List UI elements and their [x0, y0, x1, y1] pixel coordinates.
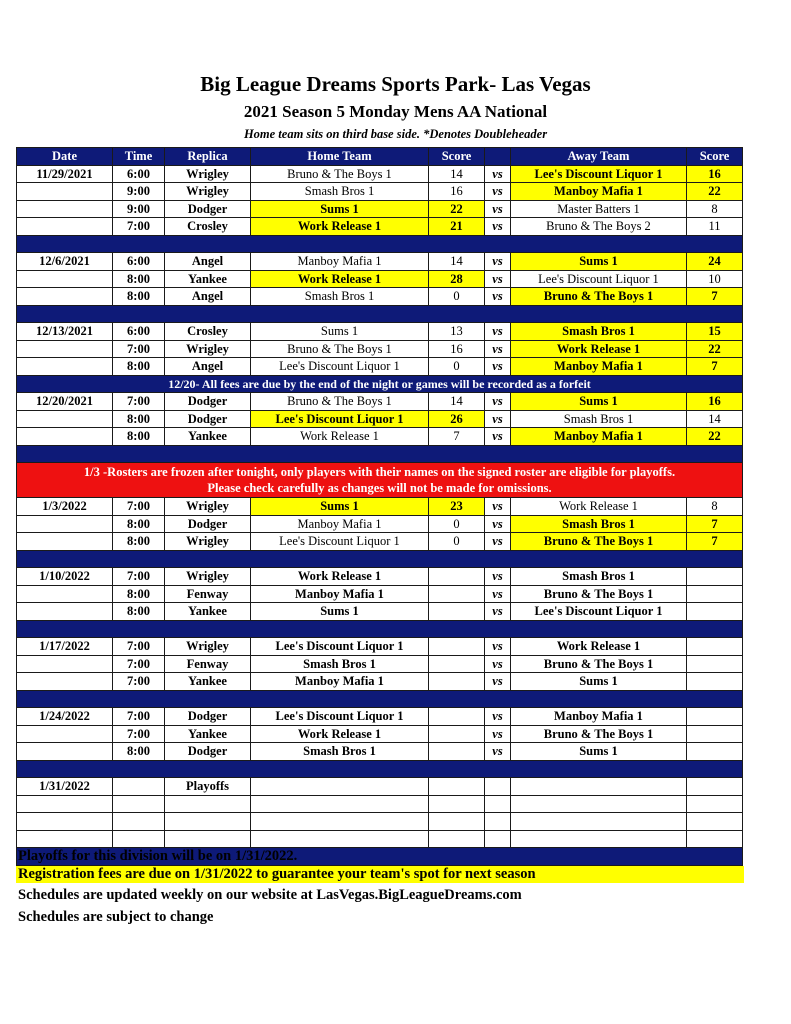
home-team-cell: Bruno & The Boys 1 [251, 340, 429, 358]
away-team-cell: Lee's Discount Liquor 1 [511, 603, 687, 621]
empty-cell [511, 813, 687, 831]
home-team-cell: Smash Bros 1 [251, 183, 429, 201]
away-score-cell: 10 [687, 270, 743, 288]
table-header-row [17, 148, 743, 166]
away-team-cell: Bruno & The Boys 1 [511, 655, 687, 673]
replica-cell: Yankee [165, 603, 251, 621]
empty-cell [687, 813, 743, 831]
week-separator-row [17, 550, 743, 568]
replica-cell: Fenway [165, 585, 251, 603]
away-score-cell: 7 [687, 358, 743, 376]
vs-cell: vs [485, 410, 511, 428]
empty-cell [429, 813, 485, 831]
season-subtitle: 2021 Season 5 Monday Mens AA National [243, 102, 548, 121]
home-team-cell: Sums 1 [251, 498, 429, 516]
week-separator-row [17, 620, 743, 638]
time-cell: 6:00 [113, 165, 165, 183]
col-header-date: Date [17, 148, 113, 166]
replica-cell: Crosley [165, 218, 251, 236]
away-score-cell [687, 725, 743, 743]
empty-cell [429, 830, 485, 848]
home-score-cell: 23 [429, 498, 485, 516]
away-team-cell: Manboy Mafia 1 [511, 358, 687, 376]
date-cell [17, 743, 113, 761]
playoff-row [17, 778, 743, 796]
week-separator-row [17, 445, 743, 463]
home-team-cell: Sums 1 [251, 323, 429, 341]
replica-cell: Wrigley [165, 568, 251, 586]
time-cell: 9:00 [113, 200, 165, 218]
home-team-cell: Smash Bros 1 [251, 655, 429, 673]
away-score-cell: 22 [687, 340, 743, 358]
away-team-cell: Smash Bros 1 [511, 410, 687, 428]
away-score-cell: 14 [687, 410, 743, 428]
playoff-row [17, 830, 743, 848]
date-cell: 1/31/2022 [17, 778, 113, 796]
away-score-cell: 7 [687, 533, 743, 551]
game-row [17, 708, 743, 726]
game-row [17, 743, 743, 761]
date-cell [17, 655, 113, 673]
home-score-cell [429, 743, 485, 761]
time-cell [113, 830, 165, 848]
time-cell: 7:00 [113, 568, 165, 586]
time-cell: 7:00 [113, 498, 165, 516]
fee-notice-text: 12/20- All fees are due by the end of the night or games will be recorded as a forfeit [17, 375, 743, 393]
empty-cell [687, 830, 743, 848]
game-row [17, 200, 743, 218]
game-row [17, 183, 743, 201]
time-cell: 8:00 [113, 358, 165, 376]
game-row [17, 270, 743, 288]
replica-cell: Playoffs [165, 778, 251, 796]
empty-cell [251, 813, 429, 831]
away-score-cell: 16 [687, 393, 743, 411]
away-team-cell: Bruno & The Boys 2 [511, 218, 687, 236]
separator-cell [17, 305, 743, 323]
empty-cell [485, 778, 511, 796]
separator-cell [17, 760, 743, 778]
away-score-cell: 22 [687, 428, 743, 446]
away-score-cell [687, 638, 743, 656]
date-cell: 11/29/2021 [17, 165, 113, 183]
col-header-away-score: Score [687, 148, 743, 166]
replica-cell: Crosley [165, 323, 251, 341]
date-cell [17, 340, 113, 358]
home-team-cell: Work Release 1 [251, 428, 429, 446]
replica-cell: Wrigley [165, 638, 251, 656]
week-separator-row [17, 305, 743, 323]
away-team-cell: Work Release 1 [511, 638, 687, 656]
replica-cell: Dodger [165, 410, 251, 428]
playoffs-note: Playoffs for this division will be on 1/31/2022. [18, 848, 298, 864]
home-score-cell: 26 [429, 410, 485, 428]
away-score-cell [687, 655, 743, 673]
website-note: Schedules are updated weekly on our website at LasVegas.BigLeagueDreams.com [18, 887, 522, 903]
empty-cell [429, 778, 485, 796]
replica-cell: Dodger [165, 743, 251, 761]
home-team-cell: Bruno & The Boys 1 [251, 165, 429, 183]
home-team-cell: Lee's Discount Liquor 1 [251, 358, 429, 376]
home-score-cell: 14 [429, 165, 485, 183]
vs-cell: vs [485, 655, 511, 673]
home-team-cell: Work Release 1 [251, 270, 429, 288]
away-score-cell: 24 [687, 253, 743, 271]
away-team-cell: Sums 1 [511, 253, 687, 271]
away-team-cell: Sums 1 [511, 673, 687, 691]
vs-cell: vs [485, 603, 511, 621]
col-header-time: Time [113, 148, 165, 166]
home-score-cell [429, 638, 485, 656]
away-team-cell: Sums 1 [511, 393, 687, 411]
game-row [17, 358, 743, 376]
home-team-cell: Lee's Discount Liquor 1 [251, 638, 429, 656]
time-cell: 8:00 [113, 288, 165, 306]
away-team-cell: Smash Bros 1 [511, 515, 687, 533]
away-team-cell: Lee's Discount Liquor 1 [511, 270, 687, 288]
time-cell: 8:00 [113, 515, 165, 533]
date-cell [17, 673, 113, 691]
subject-to-change-note: Schedules are subject to change [18, 909, 214, 925]
away-score-cell: 11 [687, 218, 743, 236]
date-cell [17, 410, 113, 428]
vs-cell: vs [485, 165, 511, 183]
fee-notice-row [17, 375, 743, 393]
home-score-cell [429, 603, 485, 621]
home-score-cell [429, 708, 485, 726]
empty-cell [687, 778, 743, 796]
date-cell: 1/10/2022 [17, 568, 113, 586]
date-cell [17, 603, 113, 621]
replica-cell: Yankee [165, 725, 251, 743]
replica-cell: Yankee [165, 428, 251, 446]
date-cell: 12/13/2021 [17, 323, 113, 341]
empty-cell [511, 830, 687, 848]
vs-cell: vs [485, 673, 511, 691]
replica-cell: Wrigley [165, 340, 251, 358]
col-header-home-score: Score [429, 148, 485, 166]
replica-cell: Dodger [165, 200, 251, 218]
empty-cell [511, 795, 687, 813]
time-cell [113, 813, 165, 831]
home-team-cell: Smash Bros 1 [251, 743, 429, 761]
game-row [17, 515, 743, 533]
vs-cell: vs [485, 708, 511, 726]
away-score-cell: 7 [687, 288, 743, 306]
vs-cell: vs [485, 323, 511, 341]
home-team-cell: Manboy Mafia 1 [251, 515, 429, 533]
replica-cell: Yankee [165, 673, 251, 691]
time-cell [113, 778, 165, 796]
away-team-cell: Bruno & The Boys 1 [511, 725, 687, 743]
replica-cell: Dodger [165, 393, 251, 411]
home-team-cell: Smash Bros 1 [251, 288, 429, 306]
replica-cell: Angel [165, 358, 251, 376]
replica-cell: Yankee [165, 270, 251, 288]
game-row [17, 410, 743, 428]
away-score-cell: 8 [687, 200, 743, 218]
vs-cell: vs [485, 743, 511, 761]
game-row [17, 638, 743, 656]
home-team-cell: Manboy Mafia 1 [251, 253, 429, 271]
away-score-cell [687, 743, 743, 761]
away-team-cell: Smash Bros 1 [511, 568, 687, 586]
date-cell [17, 183, 113, 201]
empty-cell [687, 795, 743, 813]
empty-cell [251, 778, 429, 796]
col-header-vs [485, 148, 511, 166]
date-cell [17, 830, 113, 848]
time-cell: 8:00 [113, 270, 165, 288]
away-team-cell: Bruno & The Boys 1 [511, 533, 687, 551]
empty-cell [485, 795, 511, 813]
time-cell: 7:00 [113, 708, 165, 726]
time-cell: 8:00 [113, 585, 165, 603]
away-team-cell: Master Batters 1 [511, 200, 687, 218]
date-cell [17, 270, 113, 288]
vs-cell: vs [485, 393, 511, 411]
vs-cell: vs [485, 270, 511, 288]
time-cell: 7:00 [113, 725, 165, 743]
date-cell [17, 200, 113, 218]
date-cell [17, 795, 113, 813]
home-team-cell: Manboy Mafia 1 [251, 673, 429, 691]
vs-cell: vs [485, 200, 511, 218]
registration-note: Registration fees are due on 1/31/2022 to guarantee your team's spot for next season [16, 866, 744, 883]
away-score-cell [687, 603, 743, 621]
game-row [17, 253, 743, 271]
week-separator-row [17, 235, 743, 253]
game-row [17, 428, 743, 446]
roster-alert-cell [17, 463, 743, 498]
vs-cell: vs [485, 638, 511, 656]
away-score-cell [687, 568, 743, 586]
col-header-home-team: Home Team [251, 148, 429, 166]
date-cell: 1/17/2022 [17, 638, 113, 656]
separator-cell [17, 620, 743, 638]
home-score-cell: 22 [429, 200, 485, 218]
vs-cell: vs [485, 568, 511, 586]
game-row [17, 393, 743, 411]
away-score-cell: 22 [687, 183, 743, 201]
time-cell: 7:00 [113, 393, 165, 411]
game-row [17, 568, 743, 586]
home-score-cell: 0 [429, 358, 485, 376]
game-row [17, 603, 743, 621]
date-cell: 1/3/2022 [17, 498, 113, 516]
replica-cell: Fenway [165, 655, 251, 673]
vs-cell: vs [485, 340, 511, 358]
away-team-cell: Manboy Mafia 1 [511, 708, 687, 726]
game-row [17, 323, 743, 341]
date-cell [17, 725, 113, 743]
separator-cell [17, 445, 743, 463]
replica-cell: Dodger [165, 708, 251, 726]
col-header-replica: Replica [165, 148, 251, 166]
home-score-cell: 0 [429, 533, 485, 551]
date-cell [17, 358, 113, 376]
replica-cell: Wrigley [165, 165, 251, 183]
away-team-cell: Bruno & The Boys 1 [511, 288, 687, 306]
separator-cell [17, 235, 743, 253]
away-team-cell: Manboy Mafia 1 [511, 428, 687, 446]
replica-cell: Wrigley [165, 183, 251, 201]
home-team-cell: Lee's Discount Liquor 1 [251, 708, 429, 726]
home-team-cell: Work Release 1 [251, 218, 429, 236]
home-score-cell: 0 [429, 288, 485, 306]
home-team-cell: Work Release 1 [251, 725, 429, 743]
game-row [17, 340, 743, 358]
game-row [17, 585, 743, 603]
time-cell: 7:00 [113, 638, 165, 656]
game-row [17, 533, 743, 551]
time-cell: 7:00 [113, 340, 165, 358]
replica-cell [165, 813, 251, 831]
home-score-cell: 0 [429, 515, 485, 533]
vs-cell: vs [485, 533, 511, 551]
game-row [17, 655, 743, 673]
vs-cell: vs [485, 253, 511, 271]
replica-cell: Angel [165, 253, 251, 271]
empty-cell [251, 795, 429, 813]
away-score-cell: 16 [687, 165, 743, 183]
date-cell [17, 428, 113, 446]
page-title: Big League Dreams Sports Park- Las Vegas [200, 72, 591, 96]
away-score-cell [687, 708, 743, 726]
away-team-cell: Smash Bros 1 [511, 323, 687, 341]
vs-cell: vs [485, 498, 511, 516]
vs-cell: vs [485, 358, 511, 376]
home-team-cell: Manboy Mafia 1 [251, 585, 429, 603]
time-cell: 7:00 [113, 218, 165, 236]
time-cell: 9:00 [113, 183, 165, 201]
time-cell: 6:00 [113, 253, 165, 271]
time-cell: 7:00 [113, 673, 165, 691]
replica-cell [165, 830, 251, 848]
game-row [17, 288, 743, 306]
home-score-cell [429, 655, 485, 673]
roster-alert-line1: 1/3 -Rosters are frozen after tonight, only players with their names on the signed roster are eligible for playoffs. [83, 465, 676, 479]
time-cell: 8:00 [113, 410, 165, 428]
away-team-cell: Lee's Discount Liquor 1 [511, 165, 687, 183]
replica-cell: Dodger [165, 515, 251, 533]
away-team-cell: Manboy Mafia 1 [511, 183, 687, 201]
away-score-cell: 15 [687, 323, 743, 341]
home-team-cell: Bruno & The Boys 1 [251, 393, 429, 411]
col-header-away-team: Away Team [511, 148, 687, 166]
home-score-cell: 13 [429, 323, 485, 341]
home-team-cell: Lee's Discount Liquor 1 [251, 410, 429, 428]
time-cell: 6:00 [113, 323, 165, 341]
home-score-cell: 14 [429, 253, 485, 271]
replica-cell: Wrigley [165, 498, 251, 516]
game-row [17, 725, 743, 743]
playoff-row [17, 795, 743, 813]
time-cell: 8:00 [113, 533, 165, 551]
date-cell [17, 515, 113, 533]
game-row [17, 165, 743, 183]
home-score-cell [429, 568, 485, 586]
home-score-cell [429, 673, 485, 691]
game-row [17, 498, 743, 516]
date-cell: 12/6/2021 [17, 253, 113, 271]
schedule-table [16, 147, 743, 866]
separator-cell [17, 550, 743, 568]
time-cell: 8:00 [113, 603, 165, 621]
week-separator-row [17, 760, 743, 778]
game-row [17, 673, 743, 691]
home-team-note: Home team sits on third base side. *Denotes Doubleheader [243, 127, 548, 141]
away-score-cell [687, 585, 743, 603]
date-cell [17, 585, 113, 603]
empty-cell [429, 795, 485, 813]
time-cell [113, 795, 165, 813]
home-team-cell: Sums 1 [251, 603, 429, 621]
home-score-cell [429, 725, 485, 743]
date-cell [17, 218, 113, 236]
game-row [17, 218, 743, 236]
home-score-cell: 16 [429, 340, 485, 358]
roster-alert-row [17, 463, 743, 498]
replica-cell: Wrigley [165, 533, 251, 551]
home-team-cell: Sums 1 [251, 200, 429, 218]
away-team-cell: Sums 1 [511, 743, 687, 761]
away-score-cell: 7 [687, 515, 743, 533]
vs-cell: vs [485, 288, 511, 306]
home-score-cell: 14 [429, 393, 485, 411]
away-score-cell [687, 673, 743, 691]
date-cell [17, 288, 113, 306]
vs-cell: vs [485, 515, 511, 533]
home-score-cell [429, 585, 485, 603]
vs-cell: vs [485, 585, 511, 603]
playoff-row [17, 813, 743, 831]
empty-cell [511, 778, 687, 796]
away-team-cell: Bruno & The Boys 1 [511, 585, 687, 603]
home-score-cell: 16 [429, 183, 485, 201]
empty-cell [251, 830, 429, 848]
home-team-cell: Work Release 1 [251, 568, 429, 586]
replica-cell: Angel [165, 288, 251, 306]
away-score-cell: 8 [687, 498, 743, 516]
date-cell: 12/20/2021 [17, 393, 113, 411]
home-score-cell: 28 [429, 270, 485, 288]
date-cell [17, 813, 113, 831]
empty-cell [485, 830, 511, 848]
week-separator-row [17, 690, 743, 708]
home-score-cell: 7 [429, 428, 485, 446]
time-cell: 7:00 [113, 655, 165, 673]
time-cell: 8:00 [113, 428, 165, 446]
time-cell: 8:00 [113, 743, 165, 761]
away-team-cell: Work Release 1 [511, 498, 687, 516]
date-cell: 1/24/2022 [17, 708, 113, 726]
home-team-cell: Lee's Discount Liquor 1 [251, 533, 429, 551]
separator-cell [17, 690, 743, 708]
roster-alert-line2: Please check carefully as changes will not be made for omissions. [207, 481, 552, 495]
date-cell [17, 533, 113, 551]
empty-cell [485, 813, 511, 831]
vs-cell: vs [485, 725, 511, 743]
vs-cell: vs [485, 218, 511, 236]
home-score-cell: 21 [429, 218, 485, 236]
vs-cell: vs [485, 183, 511, 201]
replica-cell [165, 795, 251, 813]
away-team-cell: Work Release 1 [511, 340, 687, 358]
vs-cell: vs [485, 428, 511, 446]
